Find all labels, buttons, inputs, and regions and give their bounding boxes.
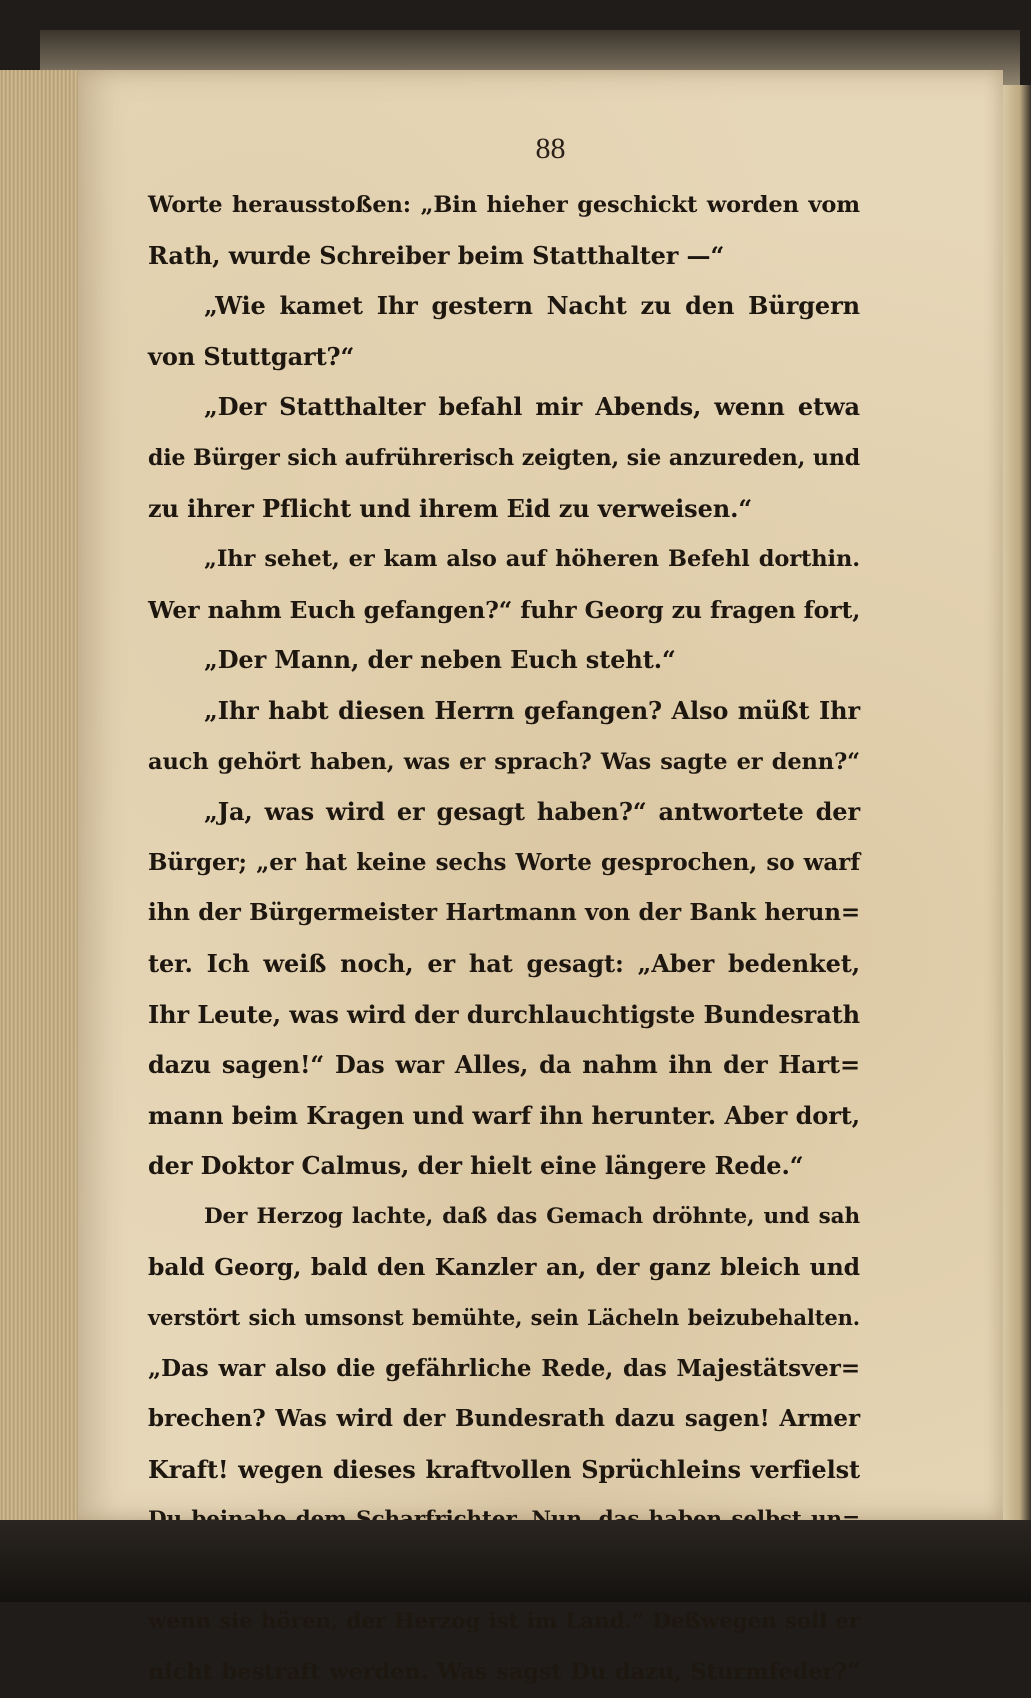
text-line: „Das war also die gefährliche Rede, das Majestätsver= — [148, 1354, 860, 1382]
text-line: nicht bestraft werden. Was sagst Du dazu, Sturmfeder?“ — [148, 1659, 860, 1686]
text-line: auch gehört haben, was er sprach? Was sagte er denn?“ — [148, 748, 860, 775]
text-line: verstört sich umsonst bemühte, sein Lächeln beizubehalten. — [148, 1305, 860, 1331]
text-line: die Bürger sich aufrührerisch zeigten, sie anzureden, und — [148, 444, 860, 471]
text-line: „Der Statthalter befahl mir Abends, wenn etwa — [204, 392, 860, 422]
text-line: Bürger; „er hat keine sechs Worte gesprochen, so warf — [148, 848, 860, 876]
text-line: Wer nahm Euch gefangen?“ fuhr Georg zu fragen fort, — [148, 595, 861, 624]
book-left-page-edges — [0, 70, 82, 1520]
text-line: Rath, wurde Schreiber beim Statthalter —“ — [148, 240, 725, 270]
text-line: zu ihrer Pflicht und ihrem Eid zu verweisen.“ — [148, 493, 753, 523]
text-line: brechen? Was wird der Bundesrath dazu sagen! Armer — [148, 1405, 860, 1433]
text-line: Der Herzog lachte, daß das Gemach dröhnte, und sah — [204, 1203, 860, 1229]
text-line: Worte herausstoßen: „Bin hieher geschickt worden vom — [148, 192, 860, 218]
text-line: „Der Mann, der neben Euch steht.“ — [204, 645, 676, 675]
text-line: „Ihr habt diesen Herrn gefangen? Also müßt Ihr — [204, 695, 860, 725]
text-line: von Stuttgart?“ — [148, 341, 355, 371]
text-line: wenn sie hören, der Herzog ist im Land.“ Deßwegen soll er — [148, 1608, 860, 1634]
text-line: bald Georg, bald den Kanzler an, der ganz bleich und — [148, 1253, 860, 1282]
text-line: der Doktor Calmus, der hielt eine längere Rede.“ — [148, 1151, 804, 1181]
book-right-page-edges — [1003, 85, 1031, 1525]
text-line: dazu sagen!“ Das war Alles, da nahm ihn der Hart= — [148, 1050, 860, 1080]
scanner-bottom-border — [0, 1520, 1031, 1602]
text-line: Ihr Leute, was wird der durchlauchtigste Bundesrath — [148, 999, 860, 1029]
text-line: „Ihr sehet, er kam also auf höheren Befehl dorthin. — [204, 546, 860, 573]
text-line: ter. Ich weiß noch, er hat gesagt: „Aber bedenket, — [148, 948, 860, 978]
text-line: „Wie kamet Ihr gestern Nacht zu den Bürgern — [204, 291, 860, 321]
text-line: „Ja, was wird er gesagt haben?“ antwortete der — [204, 797, 860, 827]
text-line: ihn der Bürgermeister Hartmann von der Bank herun= — [148, 899, 860, 927]
text-line: Kraft! wegen dieses kraftvollen Sprüchleins verfielst — [148, 1454, 860, 1484]
page-number: 88 — [535, 132, 566, 165]
page-text — [148, 180, 860, 1698]
text-line: mann beim Kragen und warf ihn herunter. Aber dort, — [148, 1100, 860, 1130]
